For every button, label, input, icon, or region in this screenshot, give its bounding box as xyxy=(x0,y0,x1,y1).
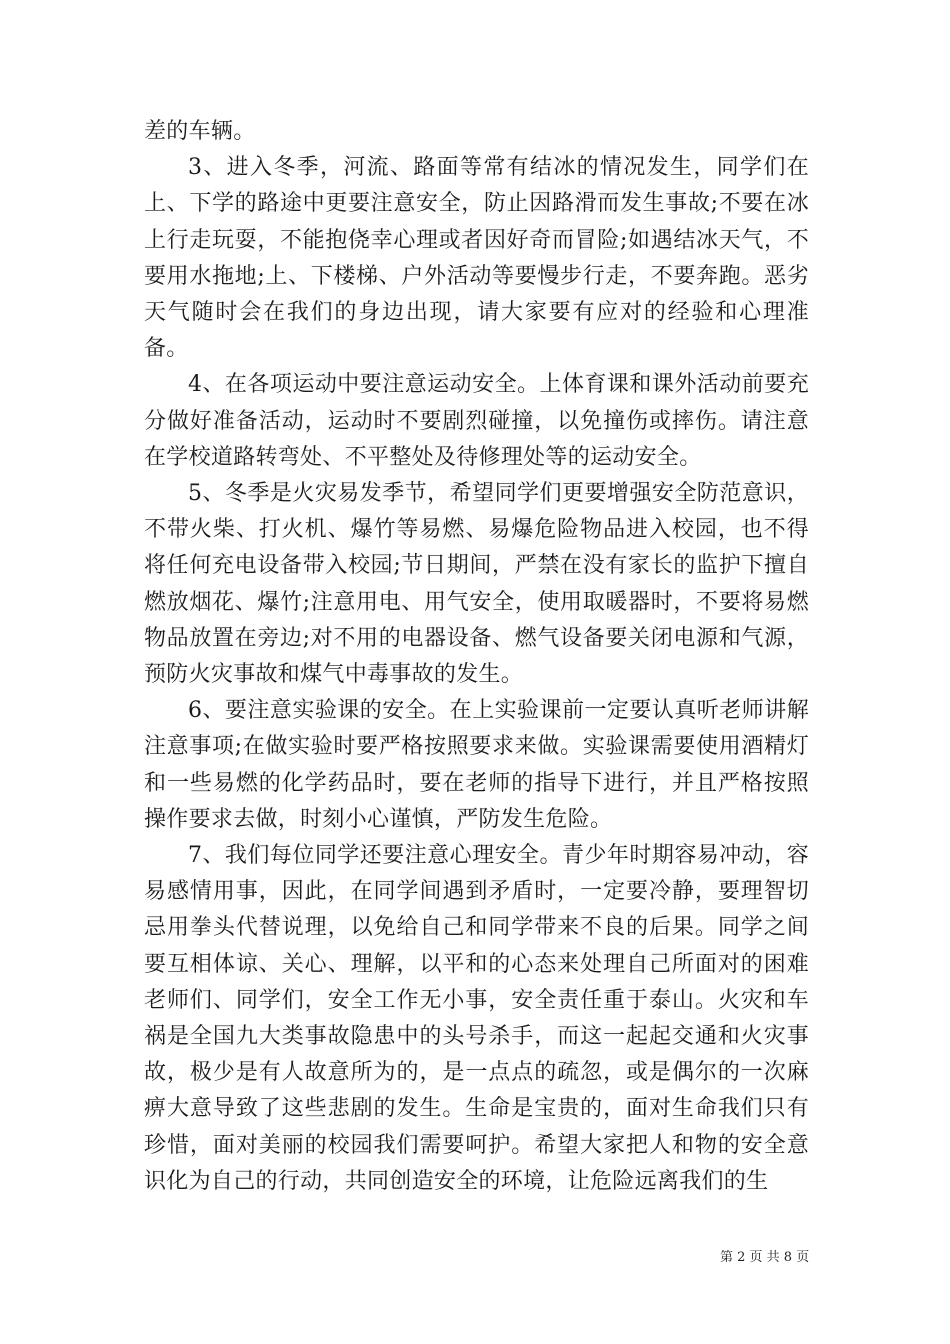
paragraph-item-5: 5、冬季是火灾易发季节，希望同学们更要增强安全防范意识，不带火柴、打火机、爆竹等易燃、易爆危险物品进入校园，也不得将任何充电设备带入校园;节日期间，严禁在没有家长的监护下擅自燃放烟花、爆竹;注意用电、用气安全，使用取暖器时，不要将易燃物品放置在旁边;对不用的电器设备、燃气设备要关闭电源和气源，预防火灾事故和煤气中毒事故的发生。 xyxy=(144,481,809,688)
paragraph-continuation: 差的车辆。 xyxy=(144,119,256,144)
paragraph-item-7: 7、我们每位同学还要注意心理安全。青少年时期容易冲动，容易感情用事，因此，在同学间遇到矛盾时，一定要冷静，要理智切忌用拳头代替说理，以免给自己和同学带来不良的后果。同学之间要互相体谅、关心、理解，以平和的心态来处理自己所面对的困难老师们、同学们，安全工作无小事，安全责任重于泰山。火灾和车祸是全国九大类事故隐患中的头号杀手，而这一起起交通和火灾事故，极少是有人故意所为的，是一点点的疏忽，或是偶尔的一次麻痹大意导致了这些悲剧的发生。生命是宝贵的，面对生命我们只有珍惜，面对美丽的校园我们需要呵护。希望大家把人和物的安全意识化为自己的行动，共同创造安全的环境，让危险远离我们的生 xyxy=(144,843,809,1194)
page-number-footer: 第 2 页 共 8 页 xyxy=(720,1250,810,1265)
paragraph-item-6: 6、要注意实验课的安全。在上实验课前一定要认真听老师讲解注意事项;在做实验时要严格按照要求来做。实验课需要使用酒精灯和一些易燃的化学药品时，要在老师的指导下进行，并且严格按照操作要求去做，时刻小心谨慎，严防发生危险。 xyxy=(144,698,809,832)
document-body xyxy=(144,114,809,1200)
paragraph-item-3: 3、进入冬季，河流、路面等常有结冰的情况发生，同学们在上、下学的路途中更要注意安全，防止因路滑而发生事故;不要在冰上行走玩耍，不能抱侥幸心理或者因好奇而冒险;如遇结冰天气，不要用水拖地;上、下楼梯、户外活动等要慢步行走，不要奔跑。恶劣天气随时会在我们的身边出现，请大家要有应对的经验和心理准备。 xyxy=(144,155,809,362)
paragraph-item-4: 4、在各项运动中要注意运动安全。上体育课和课外活动前要充分做好准备活动，运动时不要剧烈碰撞，以免撞伤或摔伤。请注意在学校道路转弯处、不平整处及待修理处等的运动安全。 xyxy=(144,372,809,470)
